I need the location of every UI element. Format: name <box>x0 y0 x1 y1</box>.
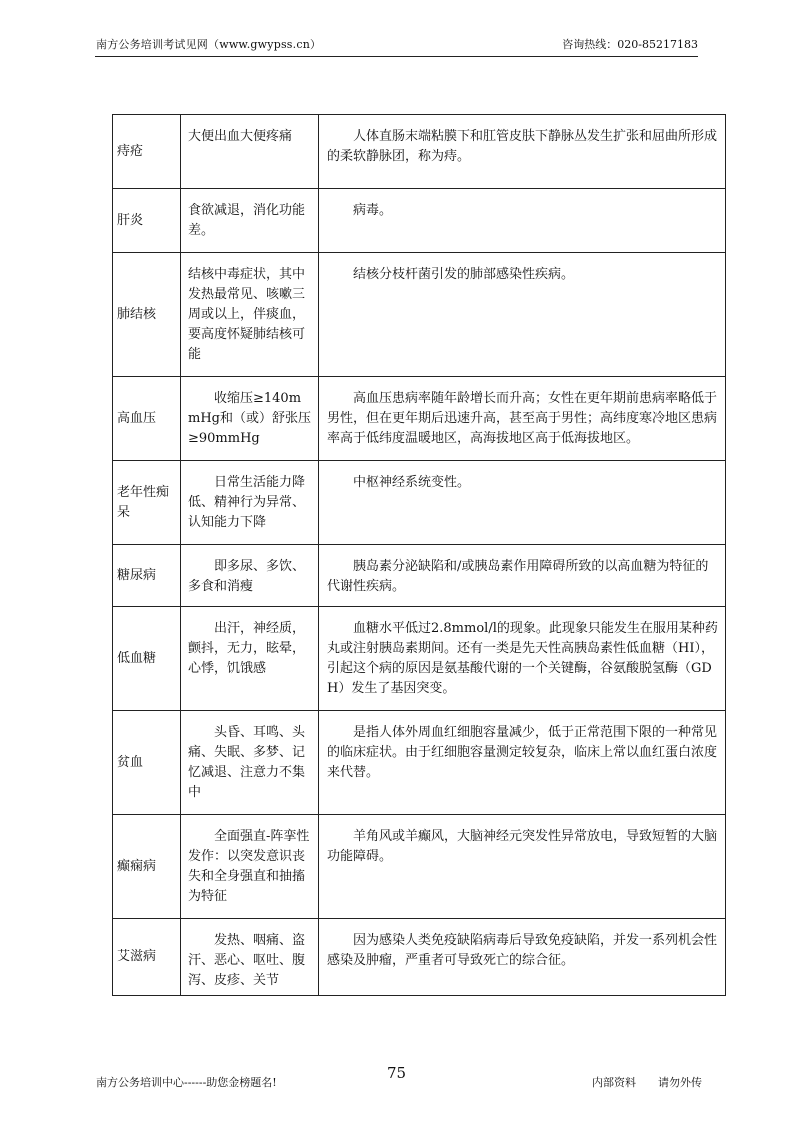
disease-symptoms: 日常生活能力降低、精神行为异常、认知能力下降 <box>181 461 319 545</box>
disease-symptoms: 发热、咽痛、盗汗、恶心、呕吐、腹泻、皮疹、关节 <box>181 919 319 996</box>
disease-name: 痔疮 <box>113 115 181 189</box>
disease-symptoms: 即多尿、多饮、多食和消瘦 <box>181 545 319 607</box>
disease-cause: 是指人体外周血红细胞容量减少，低于正常范围下限的一种常见的临床症状。由于红细胞容量测定较复杂，临床上常以血红蛋白浓度来代替。 <box>319 711 726 815</box>
disease-symptoms: 大便出血大便疼痛 <box>181 115 319 189</box>
disease-name: 肝炎 <box>113 189 181 253</box>
footer-no-distribute-label: 请勿外传 <box>658 1076 702 1089</box>
page-number: 75 <box>386 1064 407 1082</box>
table-row <box>113 189 726 253</box>
header-hotline: 咨询热线：020-85217183 <box>562 38 698 51</box>
disease-cause: 血糖水平低过2.8mmol/l的现象。此现象只能发生在服用某种药丸或注射胰岛素期间。还有一类是先天性高胰岛素性低血糖（HI），引起这个病的原因是氨基酸代谢的一个关键酶，谷氨酸脱氢酶（GDH）发生了基因突变。 <box>319 607 726 711</box>
disease-table <box>112 114 726 996</box>
table-row <box>113 253 726 377</box>
footer-internal-label: 内部资料 <box>592 1076 636 1089</box>
table-row <box>113 919 726 996</box>
disease-cause: 结核分枝杆菌引发的肺部感染性疾病。 <box>319 253 726 377</box>
disease-symptoms: 出汗，神经质，颤抖，无力，眩晕，心悸，饥饿感 <box>181 607 319 711</box>
table-row <box>113 711 726 815</box>
disease-symptoms: 收缩压≥140mmHg和（或）舒张压≥90mmHg <box>181 377 319 461</box>
disease-symptoms: 全面强直-阵挛性发作：以突发意识丧失和全身强直和抽搐为特征 <box>181 815 319 919</box>
table-row <box>113 815 726 919</box>
disease-name: 艾滋病 <box>113 919 181 996</box>
table-row <box>113 377 726 461</box>
disease-cause: 胰岛素分泌缺陷和/或胰岛素作用障碍所致的以高血糖为特征的代谢性疾病。 <box>319 545 726 607</box>
footer-slogan: 南方公务培训中心------助您金榜题名! <box>96 1076 277 1089</box>
disease-cause: 病毒。 <box>319 189 726 253</box>
disease-cause: 高血压患病率随年龄增长而升高；女性在更年期前患病率略低于男性，但在更年期后迅速升高，甚至高于男性；高纬度寒冷地区患病率高于低纬度温暖地区，高海拔地区高于低海拔地区。 <box>319 377 726 461</box>
disease-name: 老年性痴呆 <box>113 461 181 545</box>
disease-name: 糖尿病 <box>113 545 181 607</box>
disease-name: 贫血 <box>113 711 181 815</box>
disease-symptoms: 结核中毒症状，其中发热最常见、咳嗽三周或以上，伴痰血，要高度怀疑肺结核可能 <box>181 253 319 377</box>
footer-notice <box>592 1074 702 1090</box>
disease-cause: 人体直肠末端粘膜下和肛管皮肤下静脉丛发生扩张和屈曲所形成的柔软静脉团，称为痔。 <box>319 115 726 189</box>
table-row <box>113 461 726 545</box>
header-divider <box>95 56 698 57</box>
table-row <box>113 115 726 189</box>
disease-cause: 中枢神经系统变性。 <box>319 461 726 545</box>
disease-cause: 羊角风或羊癫风，大脑神经元突发性异常放电，导致短暂的大脑功能障碍。 <box>319 815 726 919</box>
disease-name: 低血糖 <box>113 607 181 711</box>
table-row <box>113 545 726 607</box>
disease-symptoms: 头昏、耳鸣、头痛、失眠、多梦、记忆减退、注意力不集中 <box>181 711 319 815</box>
header-site-name: 南方公务培训考试见网（www.gwypss.cn） <box>96 38 322 51</box>
disease-name: 癫痫病 <box>113 815 181 919</box>
disease-cause: 因为感染人类免疫缺陷病毒后导致免疫缺陷，并发一系列机会性感染及肿瘤，严重者可导致死亡的综合征。 <box>319 919 726 996</box>
disease-name: 高血压 <box>113 377 181 461</box>
table-row <box>113 607 726 711</box>
disease-symptoms: 食欲减退，消化功能差。 <box>181 189 319 253</box>
disease-name: 肺结核 <box>113 253 181 377</box>
